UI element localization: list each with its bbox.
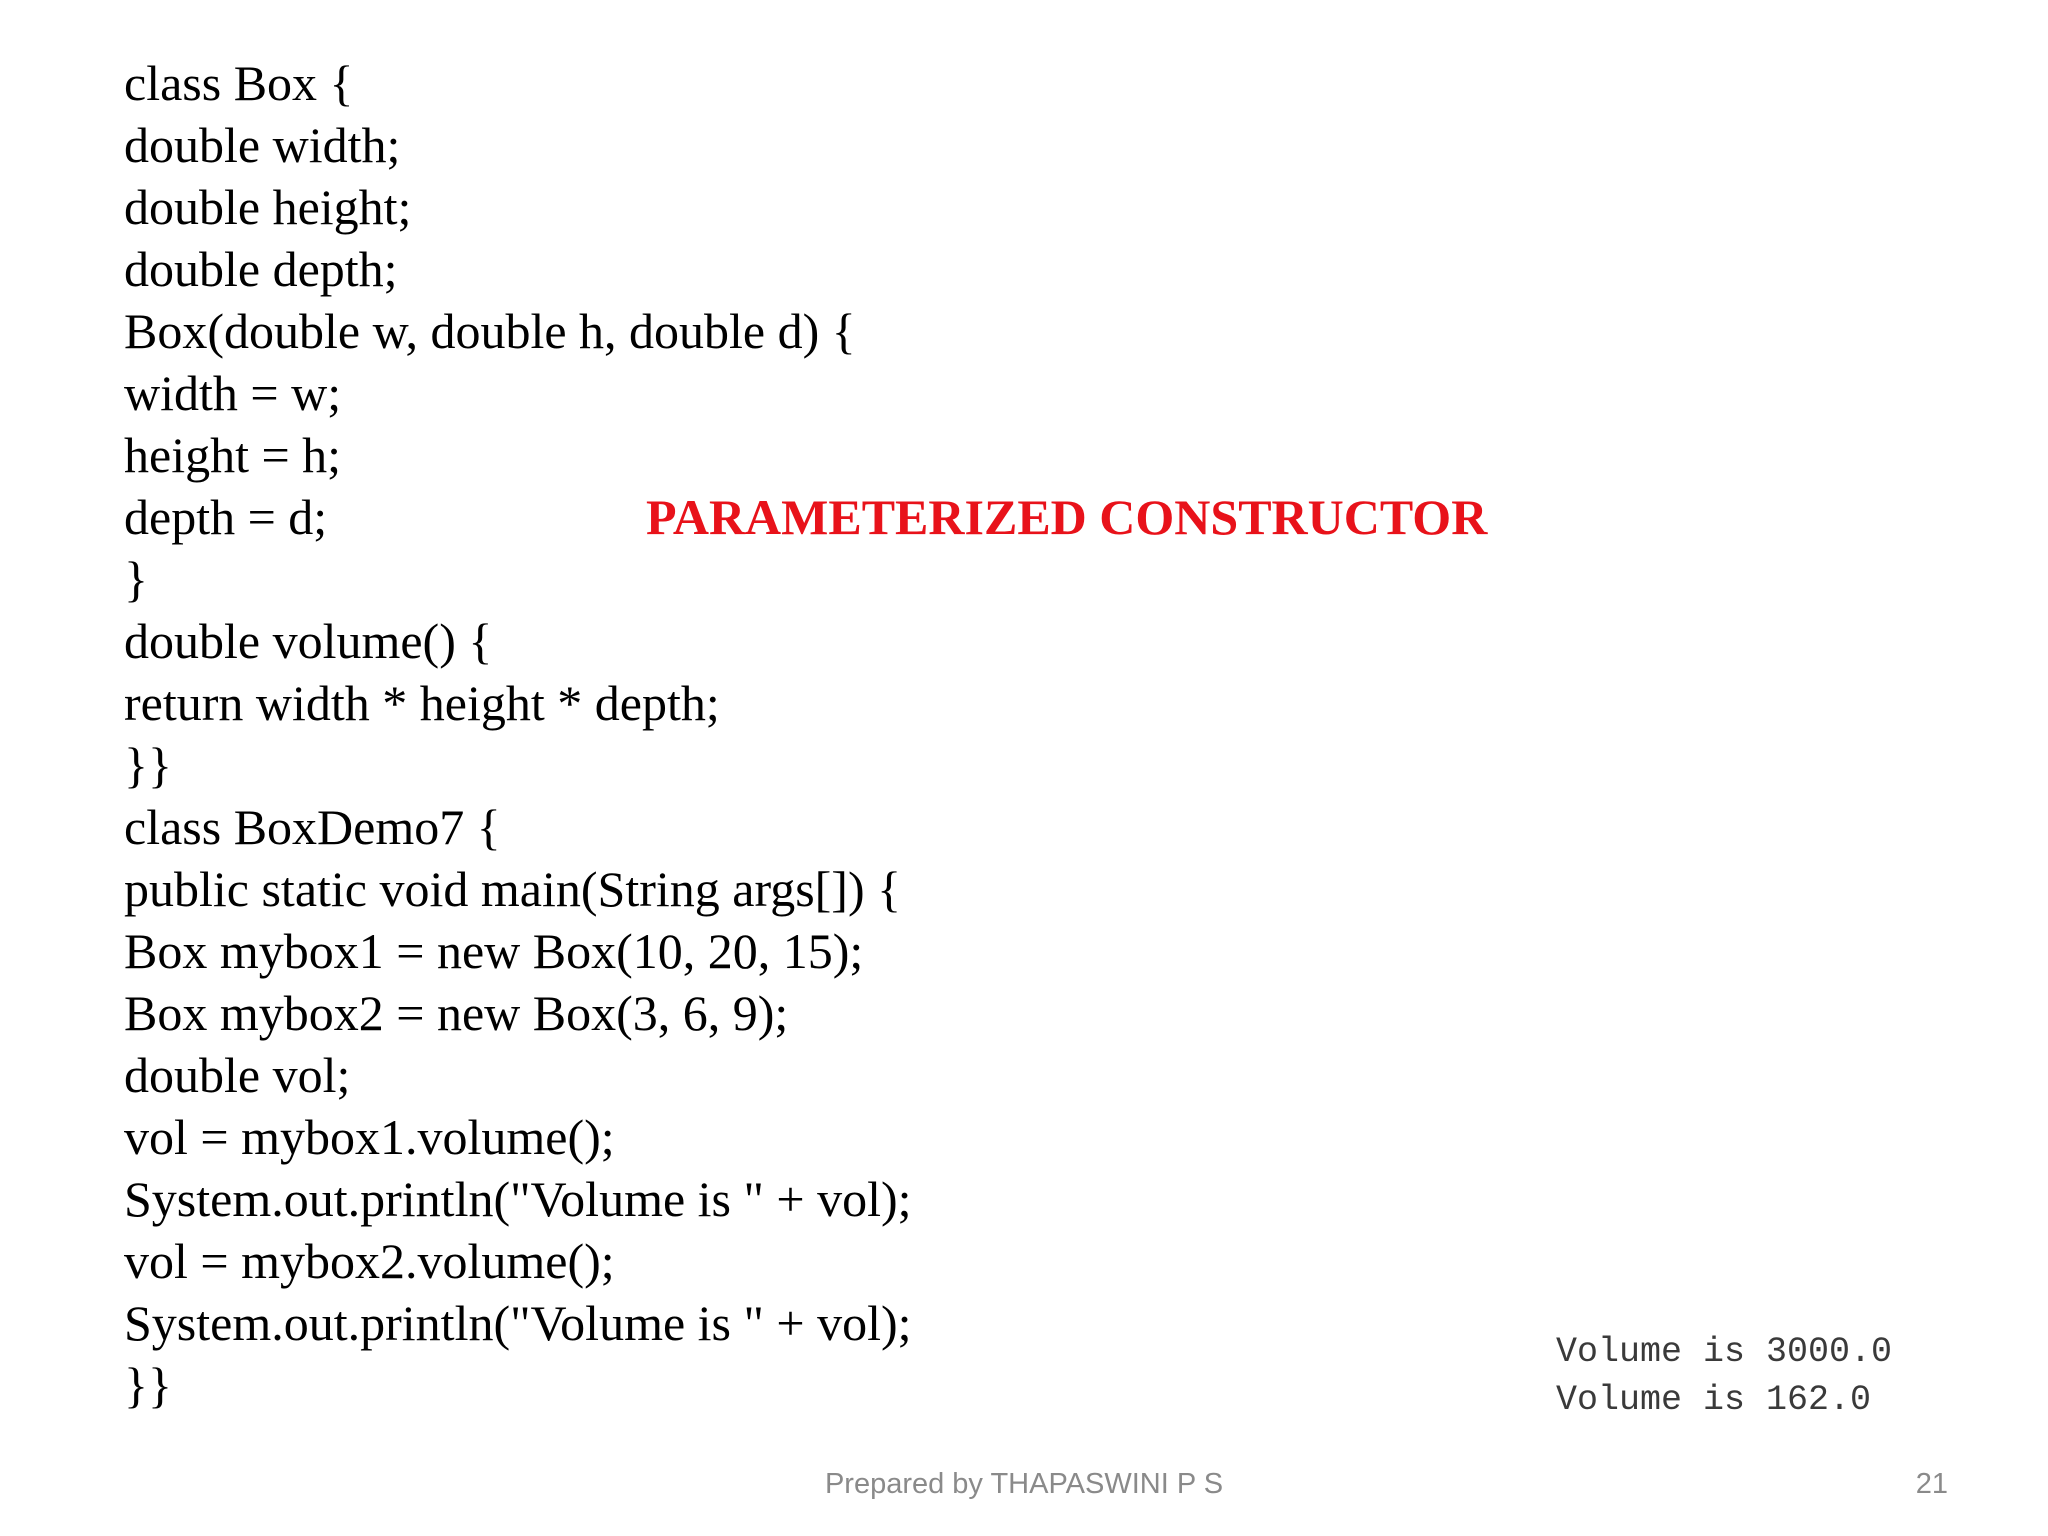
code-line: } xyxy=(124,551,148,607)
code-line: double vol; xyxy=(124,1047,351,1103)
output-line: Volume is 3000.0 xyxy=(1556,1332,1893,1372)
code-line: System.out.println("Volume is " + vol); xyxy=(124,1295,912,1351)
code-line: Box mybox1 = new Box(10, 20, 15); xyxy=(124,923,864,979)
code-line: double depth; xyxy=(124,241,398,297)
code-line: Box(double w, double h, double d) { xyxy=(124,303,856,359)
code-line: Box mybox2 = new Box(3, 6, 9); xyxy=(124,985,789,1041)
code-line: double width; xyxy=(124,117,401,173)
output-line: Volume is 162.0 xyxy=(1556,1380,1872,1420)
code-line: public static void main(String args[]) { xyxy=(124,861,902,917)
constructor-annotation: PARAMETERIZED CONSTRUCTOR xyxy=(646,489,1488,545)
code-line: depth = d; xyxy=(124,489,328,545)
footer-credit: Prepared by THAPASWINI P S xyxy=(824,1468,1224,1500)
code-line: class Box { xyxy=(124,55,354,111)
code-line: width = w; xyxy=(124,365,342,421)
code-listing xyxy=(124,52,912,1416)
code-line: vol = mybox1.volume(); xyxy=(124,1109,615,1165)
code-line: double height; xyxy=(124,179,412,235)
code-line: class BoxDemo7 { xyxy=(124,799,501,855)
page-number: 21 xyxy=(1915,1468,1948,1500)
code-line: double volume() { xyxy=(124,613,493,669)
code-line: }} xyxy=(124,1357,172,1413)
code-line: System.out.println("Volume is " + vol); xyxy=(124,1171,912,1227)
code-line: return width * height * depth; xyxy=(124,675,720,731)
code-line: vol = mybox2.volume(); xyxy=(124,1233,615,1289)
code-line: }} xyxy=(124,737,172,793)
code-line: height = h; xyxy=(124,427,342,483)
console-output xyxy=(1556,1328,1892,1424)
